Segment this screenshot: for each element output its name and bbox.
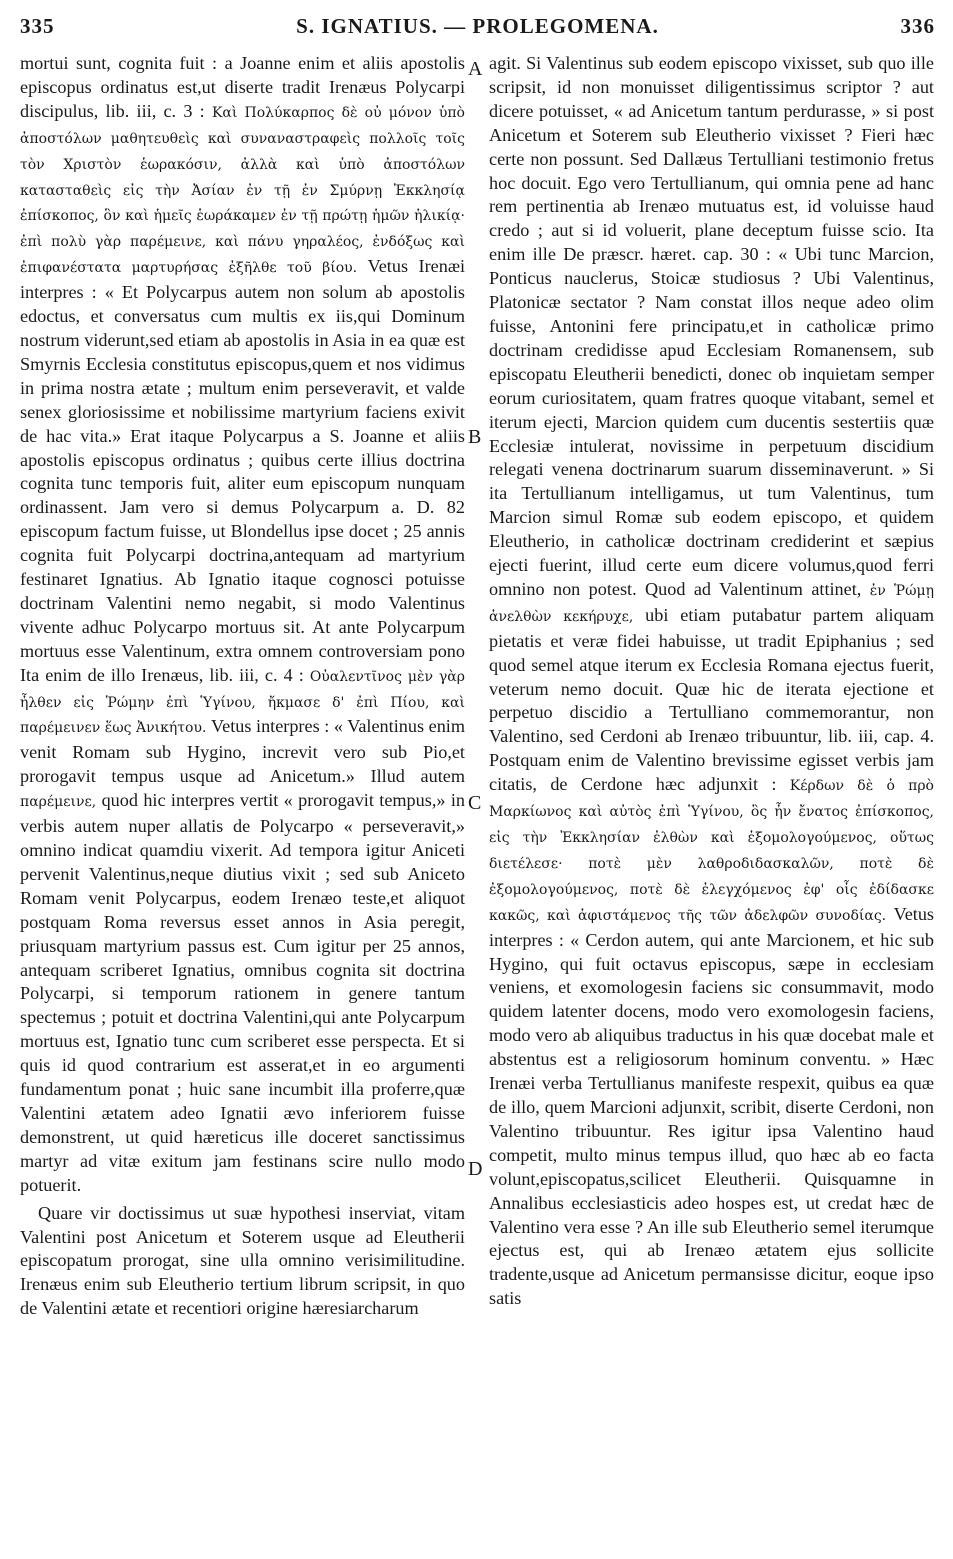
greek-quotation: ἐν Ῥώμῃ ἀνελθὼν κεκήρυχε, xyxy=(489,582,935,625)
latin-text: agit. Si Valentinus sub eodem episcopo vixisset, sub quo ille scripsit, id non monuisset diligentissimus scriptor ? aut dicere potuisset, « ad Anicetum tantum perdurasse, » si post Anicetum et Soterem sub Eleutherio vixisset ? Fieri hæc certe non possunt. Sed Dallæus Tertulliani testimonio fretus hoc docuit. Ego vero Tertullianum, qui omnia pene ad hanc rem pertinentia ab Irenæo mutuatus est, id voluisse haud credo ; aut si id voluerit, plane deceptum fuisse scio. Ita enim ille De præscr. hæret. cap. 30 : « Ubi tunc Marcion, Ponticus nauclerus, Stoicæ studiosus ? Ubi Valentinus, Platonicæ sectator ? Nam constat illos neque adeo olim fuisse, Antonini fere principatu,et in catholicæ primo doctrinam credidisse apud Ecclesiam Romanensem, sub episcopatu Eleutherii benedicti, donec ob inquietam semper eorum curiositatem, quam fratres quoque vitabant, semel et iterum ejecti, Marcion quidem cum ducentis sestertiis quæ Ecclesiæ intulerat, novissime in perpetuum discidium relegati venena doctrinarum suarum disseminaverunt. » Si ita Tertullianum intelligamus, ut tum Valentinus, tum Marcion simul Romæ sub eodem episcopo, et quidem Eleutherio, in catholicæ doctrinam crediderint et sæpius ejecti fuerint, illud certe eum dicere volumus,quod ferri omnino non potest. Quod ad Valentinum attinet, xyxy=(489,53,934,599)
right-paragraph-1 xyxy=(489,52,934,1311)
margin-marker-b: B xyxy=(468,426,482,448)
greek-quotation: Οὐαλεντῖνος μὲν γὰρ ἦλθεν εἰς Ῥώμην ἐπὶ Ὑγίνου, ἤκμασε δ' ἐπὶ Πίου, καὶ παρέμεινεν ἕως Ἀνικήτου. xyxy=(20,668,465,737)
margin-marker-d: D xyxy=(468,1158,483,1180)
margin-marker-c: C xyxy=(468,792,482,814)
left-paragraph-2: Quare vir doctissimus ut suæ hypothesi inserviat, vitam Valentini post Anicetum et Soterem usque ad Eleutherii episcopatum prorogat, sine ulla omnino verisimilitudine. Irenæus enim sub Eleutherio tertium librum scripsit, in quo de Valentini ætate et recentiori origine hæresiarcharum xyxy=(20,1202,465,1319)
latin-text: Vetus Irenæi interpres : « Et Polycarpus autem non solum ab apostolis edoctus, et conversatus cum multis ex iis,qui Dominum nostrum viderunt,sed etiam ab apostolis in Asia in ea quæ est Smyrnis Ecclesia constitutus episcopus,quem et nos vidimus in prima nostra ætate ; multum enim perseveravit, et valde senex gloriosissime et nobilissime martyrium faciens exivit de hac vita.» Erat itaque Polycarpus a S. Joanne et aliis apostolis episcopus ordinatus ; quibus certe illius doctrina cognita tunc temporis fuit, aliter eum episcopum nunquam ordinassent. Jam vero si demus Polycarpum a. D. 82 episcopum factum fuisse, ut Blondellus ipse docet ; 25 annis cognita fuit Polycarpi doctrina,antequam ad martyrium festinaret Ignatius. Ab Ignatio itaque cognosci potuisse doctrinam Valentini nemo negabit, si modo Valentinus vivente adhuc Polycarpo mortuus sit. At ante Polycarpum mortuus esse Valentinum, extra omnem controversiam pono Ita enim de illo Irenæus, lib. iii, c. 4 : xyxy=(20,256,465,685)
greek-quotation: Κέρδων δὲ ὁ πρὸ Μαρκίωνος καὶ αὐτὸς ἐπὶ Ὑγίνου, ὃς ἦν ἔνατος ἐπίσκοπος, εἰς τὴν Ἐκκλησίαν ἐλθὼν καὶ ἐξομολογούμενος, οὕτως διετέλεσε· ποτὲ μὲν λαθροδιδασκαλῶν, ποτὲ δὲ ἐξομολογούμενος, ποτὲ δὲ ἐλεγχόμενος ἐφ' οἷς ἐδίδασκε κακῶς, καὶ ἀφιστάμενος τῆς τῶν ἀδελφῶν συνοδίας. xyxy=(489,778,934,924)
latin-text: mortui sunt, cognita fuit : a Joanne enim et aliis apostolis episcopus ordinatus est,ut diserte tradit Irenæus Polycarpi discipulus, lib. iii, c. 3 : xyxy=(20,53,465,121)
greek-word: παρέμεινε, xyxy=(20,794,97,811)
left-column xyxy=(20,52,465,1321)
latin-text: Vetus interpres : « Cerdon autem, qui ante Marcionem, et hic sub Hygino, qui fuit octavus episcopus, sæpe in ecclesiam veniens, et exomologesin faciens sic consummavit, modo quidem latenter docens, modo vero exomologesin faciens, modo vero ab aliquibus traductus in his quæ docebat male et abstentus est a religiosorum hominum conventu. » Hæc Irenæi verba Tertullianus manifeste respexit, quibus ea quæ de illo, quem Marcioni adjunxit, scribit, diserte Cerdoni, non Valentino tribuuntur. Res igitur ipsa Valentino haud competit, multo minus tempus illud, quo hæc ab eo facta volunt,episcopatus,scilicet Eleutherii. Quisquamne in Annalibus ecclesiasticis adeo hospes est, ut credat hæc de Valentino vera esse ? An ille sub Eleutherio semel iterumque ejectus est, qui ab Irenæo ætatem ejus sollicite tradente,usque ad Anicetum permansisse dicitur, eoque ipso satis xyxy=(489,903,934,1309)
latin-text: Vetus interpres : « Valentinus enim venit Romam sub Hygino, increvit vero sub Pio,et prorogavit tempus usque ad Anicetum.» Illud autem xyxy=(20,716,465,787)
margin-marker-a: A xyxy=(468,58,483,80)
latin-text: quod hic interpres vertit « prorogavit tempus,» in verbis autem nuper allatis de Polycarpo « perseveravit,» omnino indicat quamdiu vixerit. Ad tempora igitur Aniceti pervenit Valentinus,neque diutius vixit ; sed sub Aniceto Romam venit Polycarpus, eodem Irenæo teste,et aliquot postquam Roma reversus esset annos in Asia peregit, priusquam martyrium passus est. Cum igitur per 25 annos, antequam scriberet Ignatius, omnibus cognita sit doctrina Polycarpi, si temporum rationem in genere tantum spectemus ; potuit et doctrina Valentini,qui ante Polycarpum mortuus est, Ignatio tunc cum scriberet esse perspecta. Et si quis id quod contrarium est asserat,et in eo argumenti fundamentum ponat ; huic sane incumbit illa proferre,quæ Valentini ætatem adeo Ignatii ævo inferiorem fuisse demonstrent, ut quid hæreticus ille doceret sanctissimus martyr ad vitæ exitum jam festinans scire nullo modo potuerit. xyxy=(20,790,465,1195)
running-title: S. IGNATIUS. — PROLEGOMENA. xyxy=(296,14,659,38)
page-header xyxy=(20,14,935,44)
left-paragraph-1 xyxy=(20,52,465,1198)
page-number-left: 335 xyxy=(20,14,55,38)
latin-text: ubi etiam putabatur partem aliquam pietatis et veræ fidei habuisse, ut tradit Epiphanius ; sed quod semel atque iterum ex Ecclesia Romana ejectus fuerit, veterum nemo docuit. Quæ hic de iterata ejectione et perpetuo discidio a Tertulliano commemorantur, non Valentino, sed Cerdoni ab Irenæo tribuuntur, lib. iii, cap. 4. Postquam enim de Valentino brevissime egisset verbis jam citatis, de Cerdone hæc adjunxit : xyxy=(489,604,934,795)
greek-quotation: Καὶ Πολύκαρπος δὲ οὐ μόνον ὑπὸ ἀποστόλων μαθητευθεὶς καὶ συναναστραφεὶς πολλοῖς τοῖς τὸν Χριστὸν ἑωρακόσιν, ἀλλὰ καὶ ὑπὸ ἀποστόλων κατασταθεὶς εἰς τὴν Ἀσίαν ἐν τῇ ἐν Σμύρνῃ Ἐκκλησίᾳ ἐπίσκοπος, ὃν καὶ ἡμεῖς ἑωράκαμεν ἐν τῇ πρώτῃ ἡμῶν ἡλικίᾳ· ἐπὶ πολὺ γὰρ παρέμεινε, καὶ πάνυ γηραλέος, ἐνδόξως καὶ ἐπιφανέστατα μαρτυρήσας ἐξῆλθε τοῦ βίου. xyxy=(20,104,465,277)
right-column xyxy=(489,52,934,1311)
page-number-right: 336 xyxy=(900,14,935,38)
